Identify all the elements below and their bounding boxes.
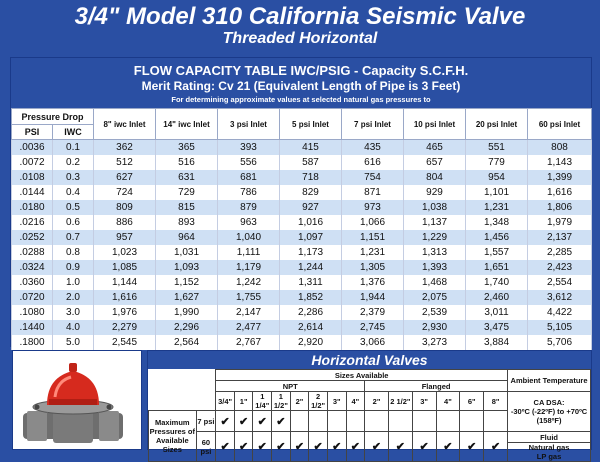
fluid-natural-gas: Natural gas bbox=[528, 442, 570, 452]
table-row bbox=[12, 215, 592, 230]
table-row bbox=[12, 290, 592, 305]
horizontal-valves-panel bbox=[147, 350, 592, 461]
table-cell: 2,460 bbox=[466, 290, 528, 305]
flanged-size: 3" bbox=[412, 392, 436, 411]
table-cell: .0072 bbox=[12, 155, 53, 170]
table-cell: 973 bbox=[342, 200, 404, 215]
table-cell: 1,229 bbox=[404, 230, 466, 245]
table-cell: 4,422 bbox=[528, 305, 592, 320]
flow-table-note: For determining approximate values at selected natural gas pressures to bbox=[171, 95, 431, 104]
table-cell: 1,393 bbox=[404, 260, 466, 275]
sizes-available-label: Sizes Available bbox=[216, 370, 508, 381]
table-cell: 3,884 bbox=[466, 335, 528, 350]
iwc-header: IWC bbox=[53, 125, 94, 140]
table-cell: 465 bbox=[404, 140, 466, 156]
table-cell: 1,231 bbox=[466, 200, 528, 215]
column-header: 3 psi Inlet bbox=[218, 109, 280, 140]
check-mark: ✔ bbox=[327, 432, 346, 462]
table-cell: 2,279 bbox=[94, 320, 156, 335]
table-cell: 0.7 bbox=[53, 230, 94, 245]
table-row bbox=[12, 155, 592, 170]
table-cell: 779 bbox=[466, 155, 528, 170]
table-cell: 1,456 bbox=[466, 230, 528, 245]
table-cell: 2,554 bbox=[528, 275, 592, 290]
table-cell: 587 bbox=[280, 155, 342, 170]
table-cell: 963 bbox=[218, 215, 280, 230]
table-cell: 0.3 bbox=[53, 170, 94, 185]
table-cell: 0.4 bbox=[53, 185, 94, 200]
flanged-size: 2" bbox=[365, 392, 389, 411]
check-mark: ✔ bbox=[272, 432, 291, 462]
table-cell: 1,944 bbox=[342, 290, 404, 305]
table-cell: 2.0 bbox=[53, 290, 94, 305]
table-cell: 415 bbox=[280, 140, 342, 156]
table-cell: 3,066 bbox=[342, 335, 404, 350]
table-cell: 804 bbox=[404, 170, 466, 185]
npt-size: 3" bbox=[327, 392, 346, 411]
flow-table-header bbox=[11, 58, 591, 108]
table-cell: 871 bbox=[342, 185, 404, 200]
npt-size: 2" bbox=[290, 392, 309, 411]
check-mark: ✔ bbox=[253, 411, 272, 432]
table-cell: 1,755 bbox=[218, 290, 280, 305]
column-header: 8" iwc Inlet bbox=[94, 109, 156, 140]
table-cell: 2,075 bbox=[404, 290, 466, 305]
column-header: 14" iwc Inlet bbox=[156, 109, 218, 140]
table-cell: 1,348 bbox=[466, 215, 528, 230]
fluid-label: Fluid bbox=[508, 433, 590, 443]
flanged-label: Flanged bbox=[365, 381, 508, 392]
flow-table-title: FLOW CAPACITY TABLE IWC/PSIG - Capacity S.C.F.H. bbox=[133, 63, 469, 78]
table-cell: 1,016 bbox=[280, 215, 342, 230]
table-cell: 0.1 bbox=[53, 140, 94, 156]
table-cell: .0144 bbox=[12, 185, 53, 200]
table-cell: .0360 bbox=[12, 275, 53, 290]
table-cell: 964 bbox=[156, 230, 218, 245]
table-cell: 2,423 bbox=[528, 260, 592, 275]
page-subtitle: Threaded Horizontal bbox=[222, 30, 378, 47]
psi-60-label: 60 psi bbox=[196, 432, 216, 462]
flanged-size: 4" bbox=[436, 392, 460, 411]
table-cell: 657 bbox=[404, 155, 466, 170]
table-row bbox=[12, 320, 592, 335]
table-cell: 393 bbox=[218, 140, 280, 156]
table-cell: 1,976 bbox=[94, 305, 156, 320]
table-cell: 893 bbox=[156, 215, 218, 230]
table-cell: 2,286 bbox=[280, 305, 342, 320]
table-cell: 1,097 bbox=[280, 230, 342, 245]
flanged-size: 8" bbox=[484, 392, 508, 411]
table-cell: 556 bbox=[218, 155, 280, 170]
check-mark: ✔ bbox=[234, 411, 253, 432]
table-cell: 1,038 bbox=[404, 200, 466, 215]
temperature-range-value: -30ºC (-22ºF) to +70ºC (158ºF) bbox=[510, 407, 588, 425]
table-cell: 886 bbox=[94, 215, 156, 230]
table-cell: 2,285 bbox=[528, 245, 592, 260]
table-row bbox=[12, 305, 592, 320]
table-cell: .0720 bbox=[12, 290, 53, 305]
table-cell: 3,612 bbox=[528, 290, 592, 305]
table-cell: 0.2 bbox=[53, 155, 94, 170]
table-cell: 1,616 bbox=[94, 290, 156, 305]
table-cell: 808 bbox=[528, 140, 592, 156]
temperature-range bbox=[508, 392, 591, 432]
table-cell: 1,852 bbox=[280, 290, 342, 305]
table-cell: 729 bbox=[156, 185, 218, 200]
table-cell: 5,105 bbox=[528, 320, 592, 335]
column-header: 60 psi Inlet bbox=[528, 109, 592, 140]
fluid-cell bbox=[508, 432, 591, 462]
check-mark: ✔ bbox=[365, 432, 389, 462]
table-cell: 0.8 bbox=[53, 245, 94, 260]
table-cell: 927 bbox=[280, 200, 342, 215]
table-cell: 1.0 bbox=[53, 275, 94, 290]
table-cell: 1,740 bbox=[466, 275, 528, 290]
check-mark: ✔ bbox=[290, 432, 309, 462]
table-cell: 3.0 bbox=[53, 305, 94, 320]
table-cell: 0.6 bbox=[53, 215, 94, 230]
table-cell: 0.9 bbox=[53, 260, 94, 275]
npt-size: 4" bbox=[346, 392, 365, 411]
table-cell: 1,179 bbox=[218, 260, 280, 275]
table-cell: .0252 bbox=[12, 230, 53, 245]
table-cell: 1,111 bbox=[218, 245, 280, 260]
table-cell: 2,477 bbox=[218, 320, 280, 335]
check-mark: ✔ bbox=[436, 432, 460, 462]
table-cell: 681 bbox=[218, 170, 280, 185]
table-cell: 631 bbox=[156, 170, 218, 185]
table-cell: 1,990 bbox=[156, 305, 218, 320]
fluid-lp-gas: LP gas bbox=[536, 451, 562, 461]
table-cell: 1,399 bbox=[528, 170, 592, 185]
table-cell: 3,011 bbox=[466, 305, 528, 320]
table-cell: 4.0 bbox=[53, 320, 94, 335]
table-cell: 754 bbox=[342, 170, 404, 185]
table-cell: 2,137 bbox=[528, 230, 592, 245]
table-cell: 1,313 bbox=[404, 245, 466, 260]
table-cell: 1,151 bbox=[342, 230, 404, 245]
table-cell: 2,745 bbox=[342, 320, 404, 335]
table-row bbox=[12, 275, 592, 290]
table-cell: 2,930 bbox=[404, 320, 466, 335]
table-cell: 435 bbox=[342, 140, 404, 156]
table-cell: 1,806 bbox=[528, 200, 592, 215]
table-row bbox=[12, 335, 592, 350]
table-cell: .0036 bbox=[12, 140, 53, 156]
check-mark: ✔ bbox=[460, 432, 484, 462]
table-cell: 1,031 bbox=[156, 245, 218, 260]
table-cell: 829 bbox=[280, 185, 342, 200]
table-cell: 1,173 bbox=[280, 245, 342, 260]
table-row bbox=[12, 170, 592, 185]
table-cell: 1,651 bbox=[466, 260, 528, 275]
table-cell: 1,376 bbox=[342, 275, 404, 290]
valve-photo bbox=[12, 350, 142, 450]
table-cell: 5.0 bbox=[53, 335, 94, 350]
table-cell: 551 bbox=[466, 140, 528, 156]
check-mark: ✔ bbox=[216, 411, 235, 432]
merit-rating: Merit Rating: Cv 21 (Equivalent Length of Pipe is 3 Feet) bbox=[141, 79, 461, 93]
flanged-size: 2 1/2" bbox=[388, 392, 412, 411]
check-mark: ✔ bbox=[234, 432, 253, 462]
check-mark: ✔ bbox=[484, 432, 508, 462]
table-cell: 786 bbox=[218, 185, 280, 200]
table-cell: 815 bbox=[156, 200, 218, 215]
table-cell: 1,066 bbox=[342, 215, 404, 230]
flanged-size: 6" bbox=[460, 392, 484, 411]
table-cell: 1,616 bbox=[528, 185, 592, 200]
ca-dsa-label: CA DSA: bbox=[533, 398, 565, 407]
column-header: 7 psi Inlet bbox=[342, 109, 404, 140]
table-cell: 2,147 bbox=[218, 305, 280, 320]
psi-7-label: 7 psi bbox=[196, 411, 216, 432]
table-cell: 2,296 bbox=[156, 320, 218, 335]
table-cell: 1,040 bbox=[218, 230, 280, 245]
horizontal-valves-title: Horizontal Valves bbox=[148, 351, 591, 369]
npt-size: 1 1/4" bbox=[253, 392, 272, 411]
table-row bbox=[12, 245, 592, 260]
table-cell: 1,085 bbox=[94, 260, 156, 275]
page-header bbox=[0, 0, 600, 52]
flow-capacity-panel bbox=[10, 57, 592, 347]
column-header: 10 psi Inlet bbox=[404, 109, 466, 140]
table-cell: 3,273 bbox=[404, 335, 466, 350]
flow-capacity-table bbox=[11, 108, 592, 350]
table-cell: .0288 bbox=[12, 245, 53, 260]
table-cell: 929 bbox=[404, 185, 466, 200]
npt-size: 1" bbox=[234, 392, 253, 411]
table-cell: 809 bbox=[94, 200, 156, 215]
table-cell: 954 bbox=[466, 170, 528, 185]
max-pressures-label: Maximum Pressures of Available Sizes bbox=[149, 411, 197, 462]
table-cell: 1,023 bbox=[94, 245, 156, 260]
horizontal-valves-table bbox=[148, 369, 591, 462]
table-cell: 957 bbox=[94, 230, 156, 245]
table-cell: 365 bbox=[156, 140, 218, 156]
table-cell: 1,101 bbox=[466, 185, 528, 200]
table-row bbox=[12, 260, 592, 275]
table-row bbox=[12, 200, 592, 215]
table-cell: 2,614 bbox=[280, 320, 342, 335]
table-cell: 0.5 bbox=[53, 200, 94, 215]
table-cell: 1,231 bbox=[342, 245, 404, 260]
table-cell: 627 bbox=[94, 170, 156, 185]
check-mark: ✔ bbox=[216, 432, 235, 462]
npt-label: NPT bbox=[216, 381, 365, 392]
table-cell: .1800 bbox=[12, 335, 53, 350]
column-header: 5 psi Inlet bbox=[280, 109, 342, 140]
check-mark: ✔ bbox=[253, 432, 272, 462]
table-cell: 1,144 bbox=[94, 275, 156, 290]
table-cell: 718 bbox=[280, 170, 342, 185]
page-title: 3/4" Model 310 California Seismic Valve bbox=[74, 3, 526, 30]
pressure-drop-header: Pressure Drop bbox=[12, 109, 94, 125]
psi-header: PSI bbox=[12, 125, 53, 140]
table-cell: 2,539 bbox=[404, 305, 466, 320]
seismic-valve-image bbox=[13, 351, 141, 449]
npt-size: 1 1/2" bbox=[272, 392, 291, 411]
check-mark: ✔ bbox=[272, 411, 291, 432]
table-cell: 516 bbox=[156, 155, 218, 170]
table-cell: 2,920 bbox=[280, 335, 342, 350]
table-cell: 1,305 bbox=[342, 260, 404, 275]
table-cell: .1080 bbox=[12, 305, 53, 320]
table-cell: 1,152 bbox=[156, 275, 218, 290]
table-row bbox=[12, 230, 592, 245]
table-cell: 512 bbox=[94, 155, 156, 170]
table-row bbox=[12, 140, 592, 156]
table-cell: 616 bbox=[342, 155, 404, 170]
table-cell: 1,468 bbox=[404, 275, 466, 290]
npt-size: 2 1/2" bbox=[309, 392, 328, 411]
table-cell: 5,706 bbox=[528, 335, 592, 350]
check-mark: ✔ bbox=[346, 432, 365, 462]
table-cell: 1,627 bbox=[156, 290, 218, 305]
table-cell: .1440 bbox=[12, 320, 53, 335]
table-cell: 1,311 bbox=[280, 275, 342, 290]
check-mark: ✔ bbox=[412, 432, 436, 462]
table-cell: 1,137 bbox=[404, 215, 466, 230]
table-cell: .0108 bbox=[12, 170, 53, 185]
table-cell: .0324 bbox=[12, 260, 53, 275]
table-cell: 1,093 bbox=[156, 260, 218, 275]
npt-size: 3/4" bbox=[216, 392, 235, 411]
table-cell: .0180 bbox=[12, 200, 53, 215]
table-cell: 2,545 bbox=[94, 335, 156, 350]
ambient-temperature-label: Ambient Temperature bbox=[508, 370, 591, 392]
table-cell: 879 bbox=[218, 200, 280, 215]
table-cell: 362 bbox=[94, 140, 156, 156]
check-mark: ✔ bbox=[309, 432, 328, 462]
table-cell: 1,244 bbox=[280, 260, 342, 275]
table-cell: 724 bbox=[94, 185, 156, 200]
table-cell: 2,379 bbox=[342, 305, 404, 320]
table-row bbox=[12, 185, 592, 200]
table-cell: 2,564 bbox=[156, 335, 218, 350]
table-cell: 1,143 bbox=[528, 155, 592, 170]
table-cell: 1,557 bbox=[466, 245, 528, 260]
table-cell: 2,767 bbox=[218, 335, 280, 350]
column-header: 20 psi Inlet bbox=[466, 109, 528, 140]
table-cell: .0216 bbox=[12, 215, 53, 230]
table-cell: 1,979 bbox=[528, 215, 592, 230]
table-cell: 3,475 bbox=[466, 320, 528, 335]
check-mark: ✔ bbox=[388, 432, 412, 462]
table-cell: 1,242 bbox=[218, 275, 280, 290]
